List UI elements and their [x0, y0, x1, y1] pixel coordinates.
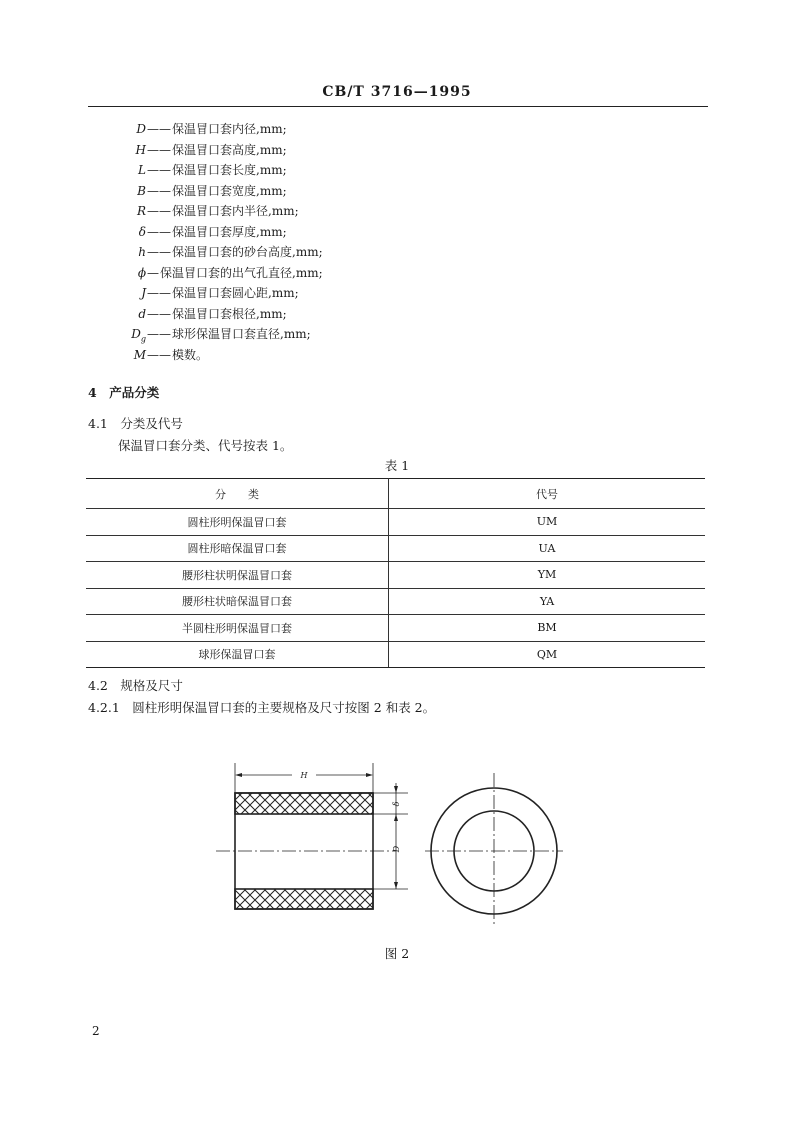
definition-dash: ——: [147, 327, 171, 341]
label-thickness: δ: [392, 801, 401, 807]
section-4-2-1-title: 4.2.1 圆柱形明保温冒口套的主要规格及尺寸按图 2 和表 2。: [88, 700, 436, 715]
table-row: [86, 588, 705, 615]
definition-symbol: h: [138, 245, 146, 259]
table-cell-code: UA: [389, 535, 706, 562]
sleeve-wall-top: [235, 793, 373, 814]
definition-text: 保温冒口套圆心距,mm;: [172, 286, 299, 300]
definition-dash: ——: [147, 245, 171, 259]
sleeve-end-view: [425, 773, 563, 925]
table-cell-code: BM: [389, 615, 706, 642]
table-cell-code: YM: [389, 562, 706, 589]
sleeve-side-view: [216, 793, 396, 909]
definition-item: [112, 284, 299, 301]
table-cell-category: 球形保温冒口套: [86, 641, 389, 668]
definition-dash: ——: [147, 306, 171, 321]
definition-item: [112, 243, 323, 260]
label-diameter: D: [392, 845, 401, 853]
table-cell-code: UM: [389, 509, 706, 536]
table-row: [86, 615, 705, 642]
definition-item: [112, 141, 287, 158]
definition-symbol: $D_g$: [131, 327, 146, 344]
definition-item: [112, 161, 287, 178]
definition-dash: —: [147, 265, 159, 280]
definition-symbol: H: [135, 142, 146, 157]
definition-text: 保温冒口套内半径,mm;: [172, 204, 299, 218]
figure-2-caption: 图 2: [384, 946, 410, 961]
definition-dash: ——: [147, 142, 171, 157]
definition-text: 模数。: [172, 347, 209, 362]
definition-text: 保温冒口套长度,mm;: [172, 163, 287, 177]
definition-dash: ——: [147, 347, 171, 362]
definition-symbol: L: [138, 163, 146, 177]
definition-item: [112, 202, 299, 219]
definition-item: [112, 182, 287, 199]
definition-text: 保温冒口套根径,mm;: [172, 306, 287, 321]
figure-2-drawing: [200, 755, 590, 935]
table-1-caption: 表 1: [384, 458, 410, 473]
table-cell-category: 腰形柱状暗保温冒口套: [86, 588, 389, 615]
definition-dash: ——: [147, 183, 171, 198]
table-header-category: 分 类: [86, 479, 389, 509]
definition-text: 保温冒口套的砂台高度,mm;: [172, 245, 323, 259]
page-number: 2: [92, 1024, 100, 1038]
table-cell-category: 腰形柱状明保温冒口套: [86, 562, 389, 589]
definition-symbol: ϕ: [137, 265, 146, 280]
definition-symbol: D: [136, 122, 146, 136]
definition-text: 保温冒口套厚度,mm;: [172, 224, 287, 239]
definition-item: [112, 120, 287, 137]
section-4-1-paragraph: 保温冒口套分类、代号按表 1。: [118, 438, 293, 453]
table-cell-code: QM: [389, 641, 706, 668]
definition-item: [112, 305, 287, 322]
definition-dash: ——: [147, 204, 171, 218]
label-height: H: [300, 771, 308, 780]
definition-item: [112, 264, 323, 281]
definition-text: 球形保温冒口套直径,mm;: [172, 327, 311, 341]
section-4-title: 4 产品分类: [88, 385, 160, 400]
definition-item: [112, 325, 311, 343]
definition-dash: ——: [147, 122, 171, 136]
table-row: [86, 641, 705, 668]
table-cell-code: YA: [389, 588, 706, 615]
definition-text: 保温冒口套宽度,mm;: [172, 183, 287, 198]
definition-symbol: B: [137, 183, 146, 198]
definition-dash: ——: [147, 163, 171, 177]
table-header-row: [86, 479, 705, 509]
definition-symbol: R: [136, 204, 146, 218]
dimension-lines: [235, 763, 408, 889]
section-4-1-title: 4.1 分类及代号: [88, 416, 183, 431]
table-header-code: 代号: [389, 479, 706, 509]
header-rule: [88, 106, 708, 107]
table-cell-category: 半圆柱形明保温冒口套: [86, 615, 389, 642]
header-standard: CB/T 3716—1995: [322, 84, 472, 100]
definition-text: 保温冒口套高度,mm;: [172, 142, 287, 157]
definition-item: [112, 223, 287, 240]
table-cell-category: 圆柱形暗保温冒口套: [86, 535, 389, 562]
definition-text: 保温冒口套的出气孔直径,mm;: [160, 265, 323, 280]
table-1: [86, 478, 705, 668]
table-row: [86, 509, 705, 536]
sleeve-wall-bottom: [235, 889, 373, 909]
table-cell-category: 圆柱形明保温冒口套: [86, 509, 389, 536]
table-row: [86, 535, 705, 562]
definition-symbol: J: [141, 286, 146, 300]
section-4-2-title: 4.2 规格及尺寸: [88, 678, 183, 693]
table-row: [86, 562, 705, 589]
definition-dash: ——: [147, 224, 171, 239]
definition-item: [112, 346, 208, 363]
definition-symbol: δ: [138, 224, 146, 239]
definition-dash: ——: [147, 286, 171, 300]
definition-text: 保温冒口套内径,mm;: [172, 122, 287, 136]
definition-symbol: M: [133, 347, 146, 362]
definition-symbol: d: [138, 306, 146, 321]
